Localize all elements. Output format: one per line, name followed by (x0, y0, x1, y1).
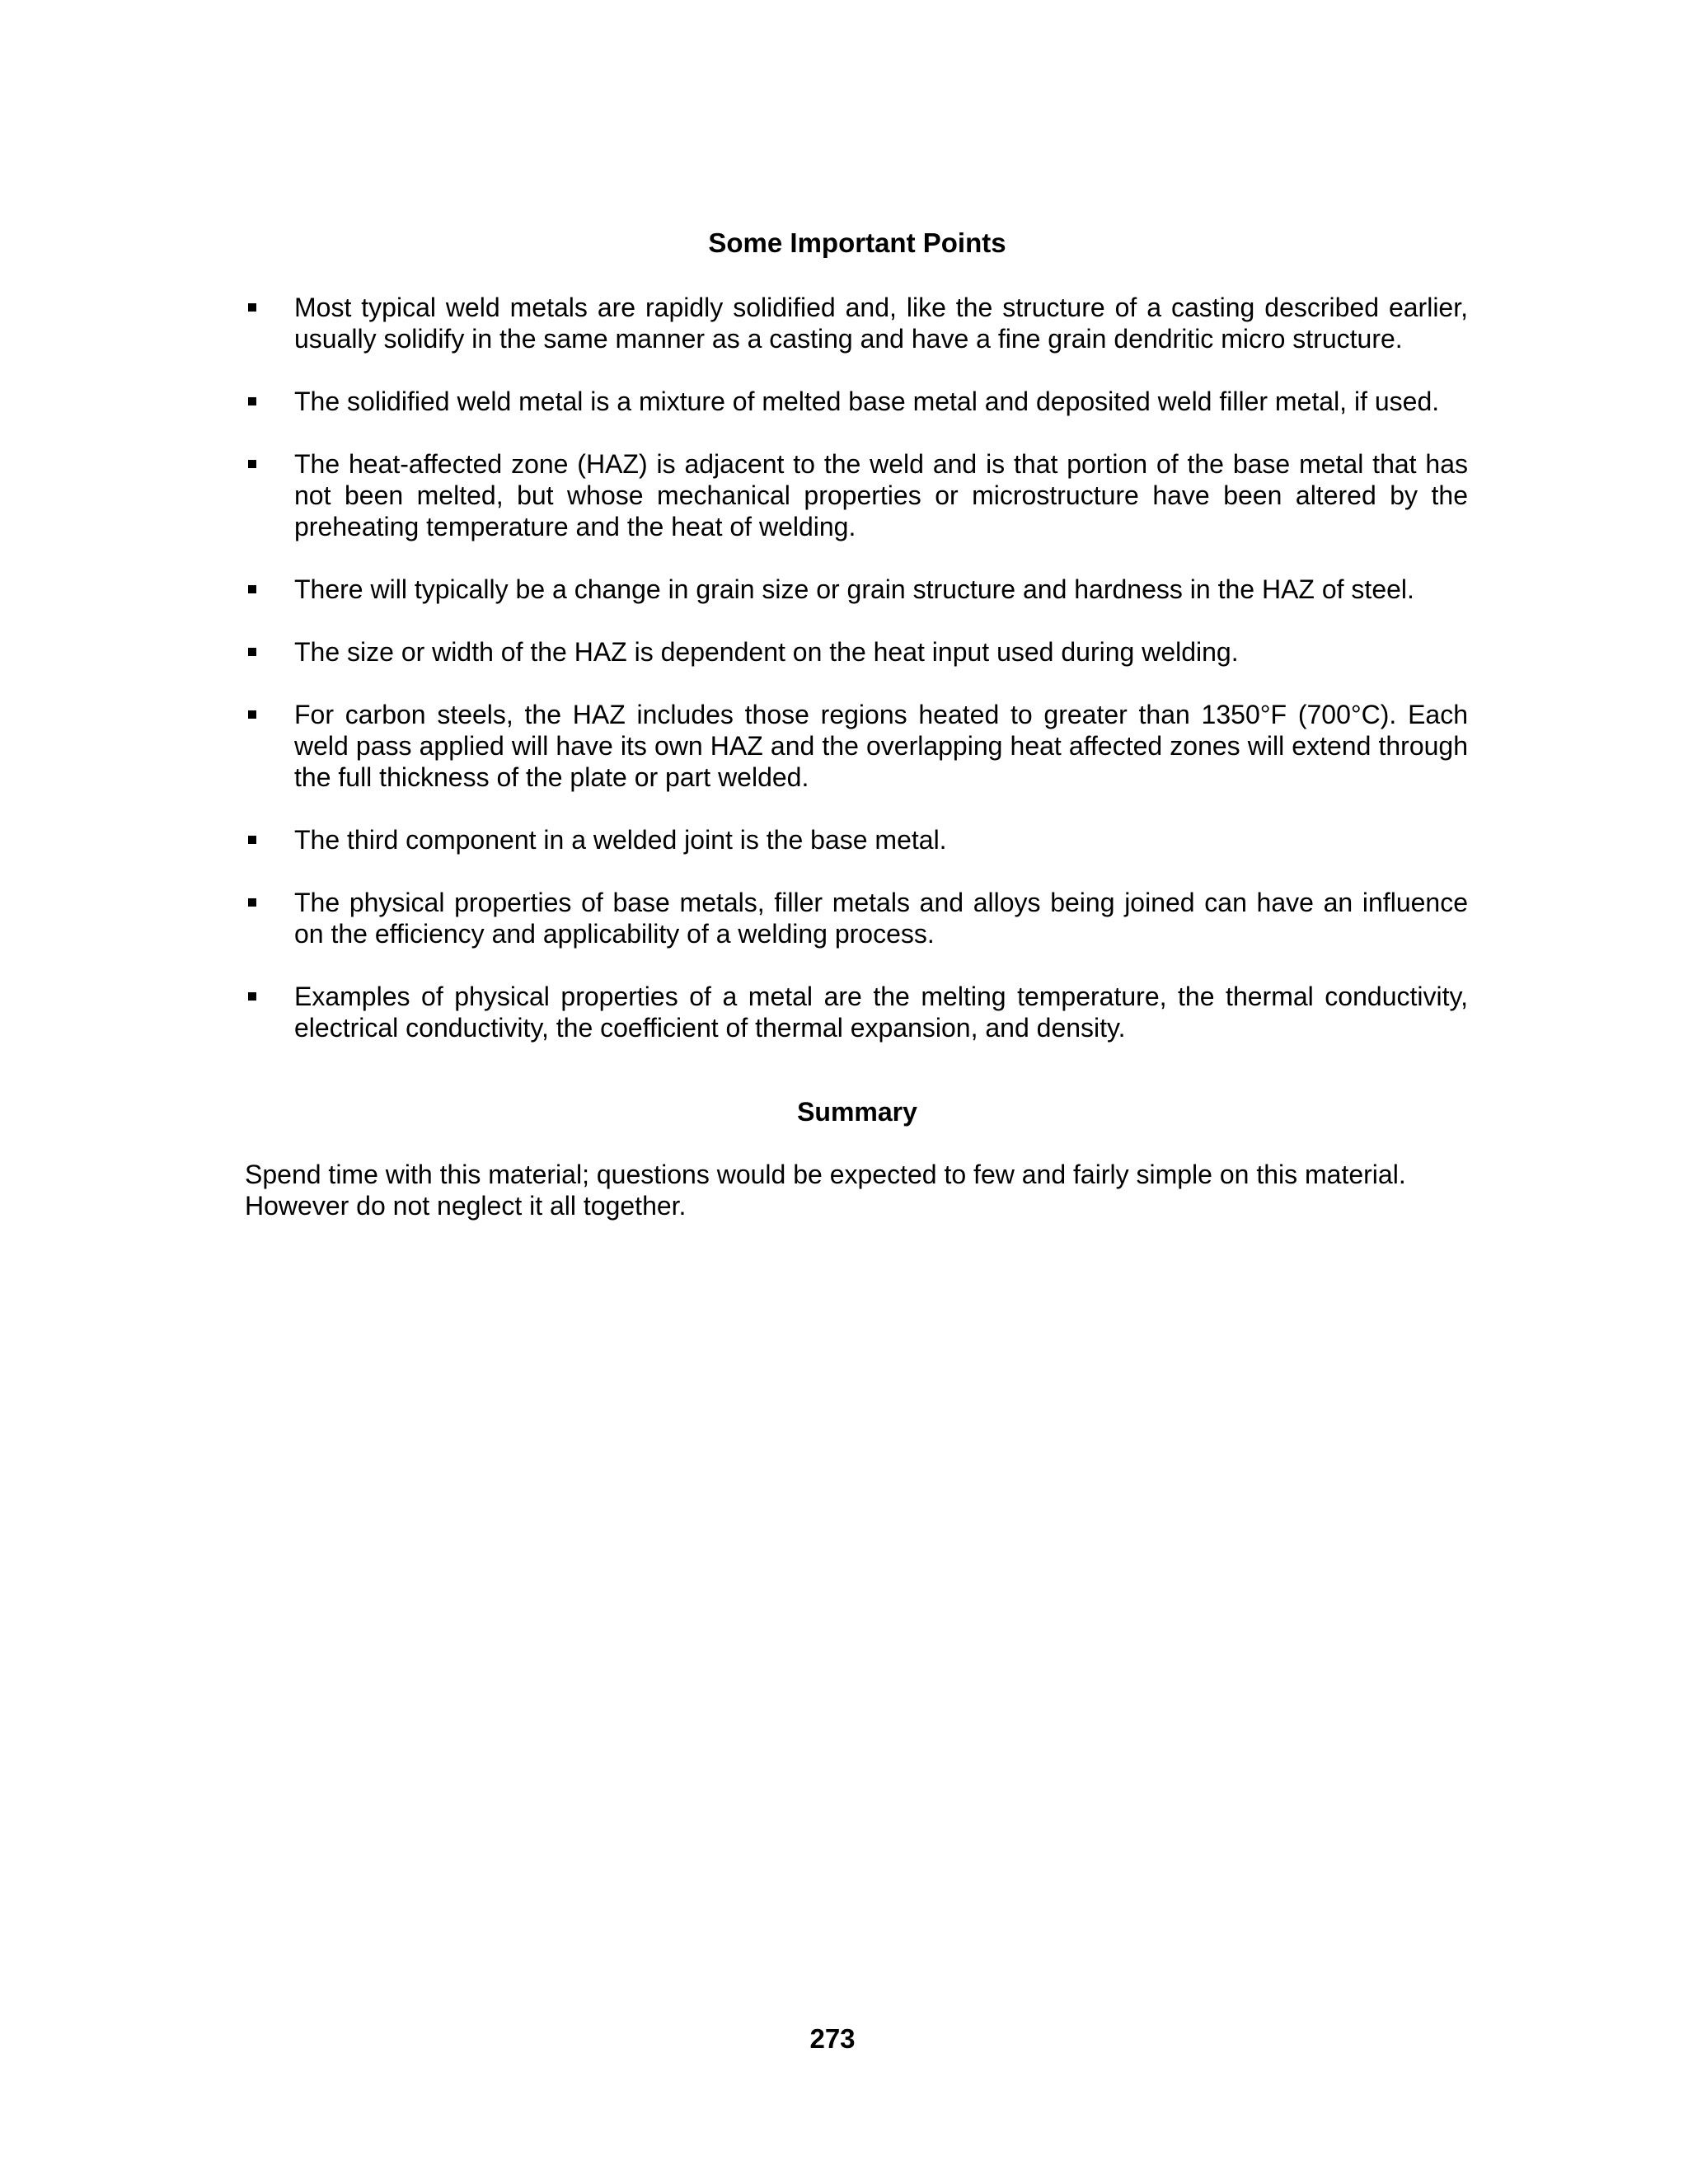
square-bullet-icon (248, 303, 256, 312)
list-item (245, 824, 1468, 855)
list-item-text: The solidified weld metal is a mixture of melted base metal and deposited weld filler metal, if used. (294, 387, 1440, 416)
square-bullet-icon (248, 397, 256, 405)
summary-title: Summary (797, 1097, 917, 1127)
list-item-text: There will typically be a change in grain size or grain structure and hardness in the HAZ of steel. (294, 574, 1414, 604)
list-item (245, 887, 1468, 949)
list-item (245, 981, 1468, 1043)
summary-paragraph (245, 1159, 1481, 1221)
page-number: 273 (809, 2023, 856, 2054)
list-item (245, 699, 1468, 793)
square-bullet-icon (248, 836, 256, 844)
square-bullet-icon (248, 992, 256, 1001)
list-item-text: The heat-affected zone (HAZ) is adjacent to the weld and is that portion of the base metal that has not been melted, but whose mechanical properties or microstructure have been altered by the preheating temperature and the heat of welding. (294, 449, 1468, 541)
square-bullet-icon (248, 460, 256, 468)
list-item (245, 574, 1468, 605)
list-item-text: The physical properties of base metals, filler metals and alloys being joined can have an influence on the efficiency and applicability of a welding process. (294, 888, 1468, 949)
list-item-text: Examples of physical properties of a metal are the melting temperature, the thermal conductivity, electrical conductivity, the coefficient of thermal expansion, and density. (294, 982, 1468, 1043)
list-item (245, 448, 1468, 542)
list-item (245, 386, 1468, 417)
square-bullet-icon (248, 648, 256, 656)
list-item-text: The third component in a welded joint is the base metal. (294, 825, 947, 855)
square-bullet-icon (248, 585, 256, 593)
list-item-text: For carbon steels, the HAZ includes those regions heated to greater than 1350°F (700°C). Each weld pass applied will have its own HAZ and the overlapping heat affected zones will extend through the full thickness of the plate or part welded. (294, 700, 1468, 792)
summary-line: However do not neglect it all together. (245, 1191, 687, 1221)
list-item (245, 636, 1468, 668)
square-bullet-icon (248, 898, 256, 907)
square-bullet-icon (248, 710, 256, 719)
summary-line: Spend time with this material; questions would be expected to few and fairly simple on this material. (245, 1160, 1406, 1189)
list-item (245, 292, 1468, 354)
list-item-text: The size or width of the HAZ is dependent on the heat input used during welding. (294, 637, 1239, 667)
list-item-text: Most typical weld metals are rapidly solidified and, like the structure of a casting described earlier, usually solidify in the same manner as a casting and have a fine grain dendritic micro structure. (294, 293, 1468, 354)
section-heading: Some Important Points (708, 227, 1006, 258)
important-points-list (245, 292, 1468, 1075)
